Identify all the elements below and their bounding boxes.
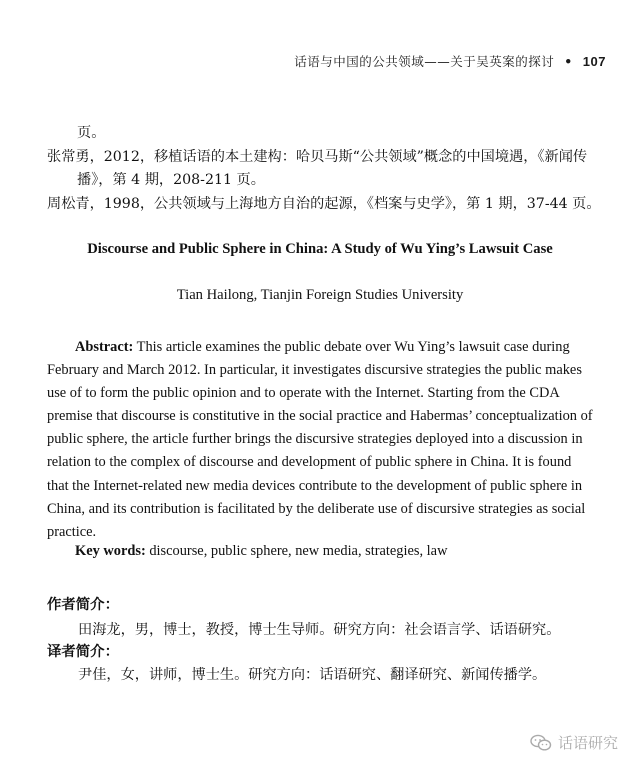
abstract-line: February and March 2012. In particular, it investigates discursive strategies the public makes bbox=[47, 362, 582, 379]
abstract-line: public sphere, the article further brings the discursive strategies deployed into a discussion in bbox=[47, 431, 583, 448]
translator-bio-heading: 译者简介： bbox=[47, 644, 119, 660]
abstract-line: premise that discourse is constitutive in the social practice and Habermas’ conceptualization of bbox=[47, 408, 593, 425]
article-title: Discourse and Public Sphere in China: A Study of Wu Ying’s Lawsuit Case bbox=[87, 241, 553, 257]
running-title: 话语与中国的公共领域——关于吴英案的探讨 bbox=[294, 54, 555, 69]
author-bio-text: 田海龙，男，博士，教授，博士生导师。研究方向：社会语言学、话语研究。 bbox=[78, 622, 561, 638]
running-header bbox=[294, 52, 606, 70]
page-number: 107 bbox=[582, 54, 606, 69]
abstract-line: practice. bbox=[47, 523, 97, 540]
reference-line: 播》，第 4 期，208-211 页。 bbox=[77, 172, 265, 188]
wechat-icon bbox=[530, 734, 552, 752]
watermark bbox=[530, 732, 618, 753]
reference-list bbox=[47, 122, 607, 216]
reference-line: 张常勇，2012，移植话语的本土建构：哈贝马斯“公共领域”概念的中国境遇，《新闻传 bbox=[47, 148, 588, 165]
reference-line: 页。 bbox=[77, 125, 106, 141]
translator-bio-text: 尹佳，女，讲师，博士生。研究方向：话语研究、翻译研究、新闻传播学。 bbox=[78, 667, 547, 683]
abstract-line: China, and its contribution is facilitated by the deliberate use of discursive strategies as social bbox=[47, 500, 586, 517]
abstract-line: use of to form the public opinion and to operate with the Internet. Starting from the CDA bbox=[47, 385, 560, 402]
abstract-line: Abstract: This article examines the public debate over Wu Ying’s lawsuit case during bbox=[75, 339, 570, 355]
watermark-text: 话语研究 bbox=[557, 734, 618, 752]
reference-line: 周松青，1998，公共领域与上海地方自治的起源，《档案与史学》，第 1 期，37-44 页。 bbox=[47, 195, 601, 212]
abstract bbox=[47, 336, 593, 544]
header-separator: • bbox=[564, 54, 573, 69]
author-bio-heading: 作者简介： bbox=[47, 597, 119, 613]
keywords-text: discourse, public sphere, new media, strategies, law bbox=[145, 543, 448, 559]
keywords bbox=[75, 543, 447, 560]
keywords-label: Key words: bbox=[75, 543, 146, 559]
abstract-label: Abstract: bbox=[75, 339, 134, 355]
abstract-line: relation to the complex of discourse and development of public sphere in China. It is found bbox=[47, 454, 572, 471]
author-line: Tian Hailong, Tianjin Foreign Studies University bbox=[176, 287, 464, 303]
abstract-line: that the Internet-related new media devices contribute to the development of public sphere in bbox=[47, 477, 583, 494]
